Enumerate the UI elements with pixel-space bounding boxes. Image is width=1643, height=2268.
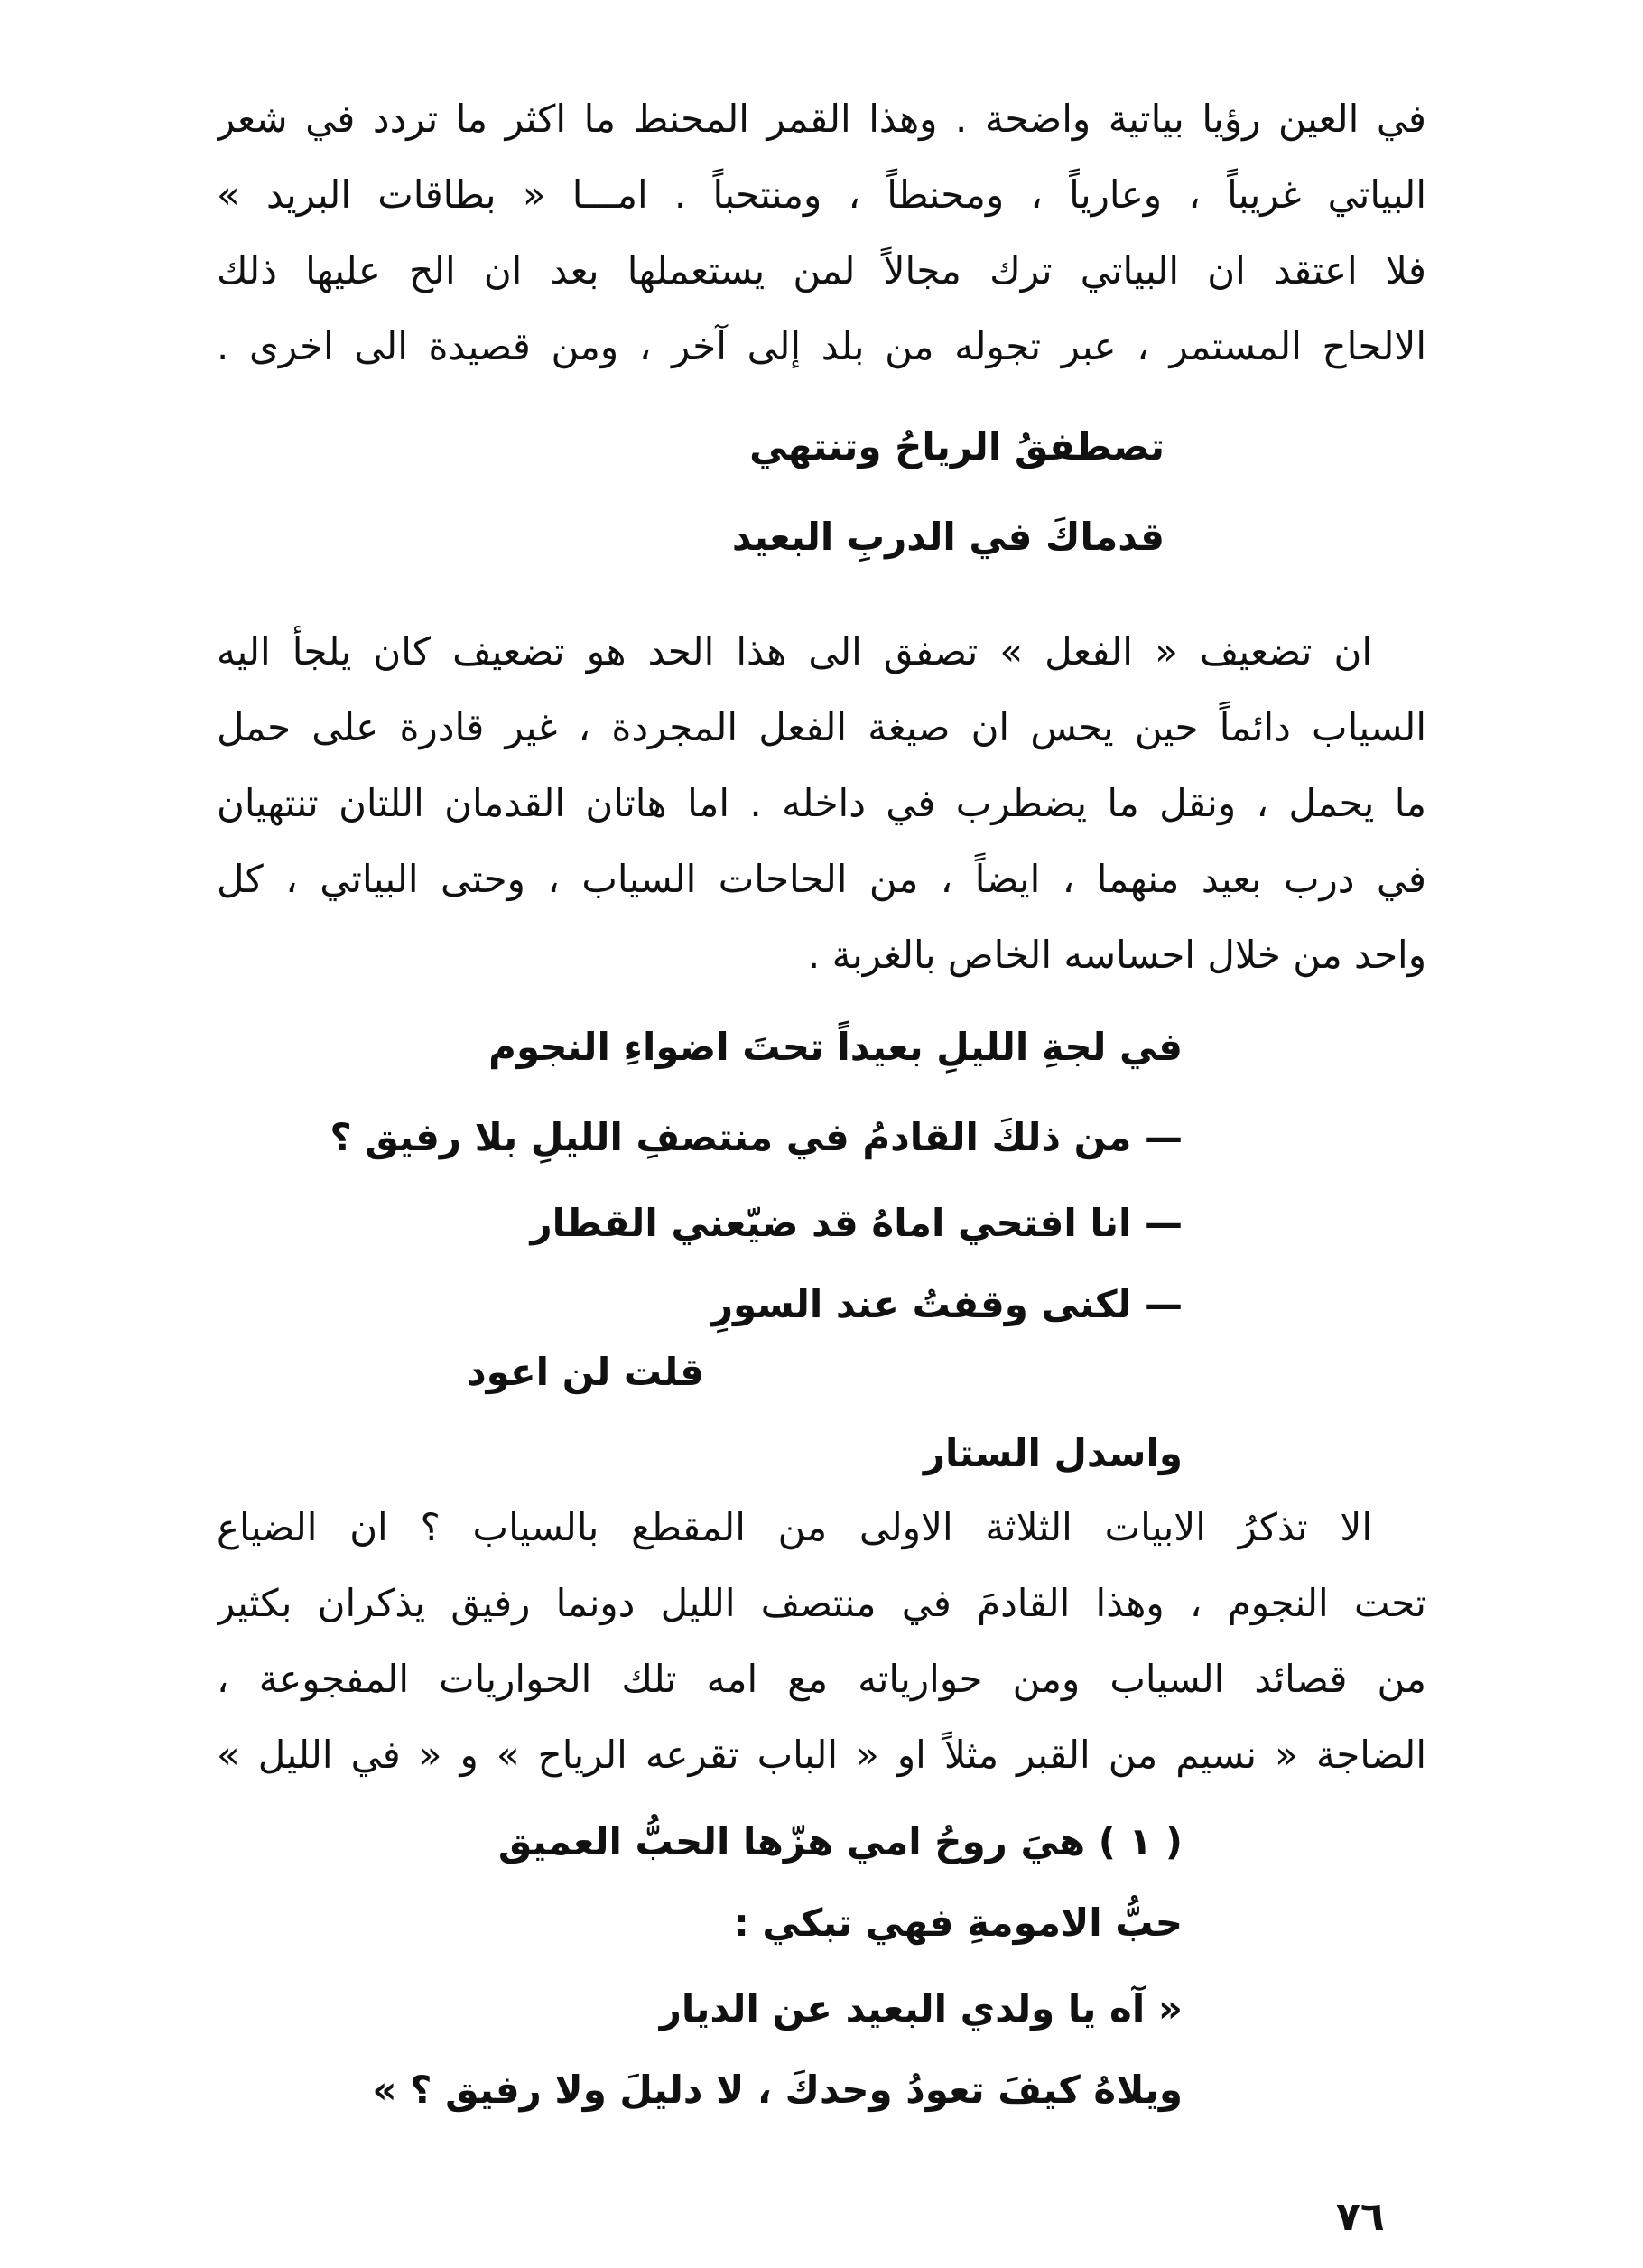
- text-line: من قصائد السياب ومن حوارياته مع امه تلك الحواريات المفجوعة ،: [217, 1657, 1426, 1701]
- verse-line: ويلاهُ كيفَ تعودُ وحدكَ ، لا دليلَ ولا رفيق ؟ »: [372, 2068, 1183, 2112]
- paragraph-2: [217, 614, 1426, 993]
- page-number: ٧٦: [1336, 2194, 1385, 2240]
- verse-line: ( ١ ) هيَ روحُ امي هزّها الحبُّ العميق: [497, 1819, 1183, 1864]
- verse-line: واسدل الستار: [923, 1431, 1183, 1475]
- verse-line: تصطفقُ الرياحُ وتنتهي: [749, 424, 1165, 469]
- text-line: في درب بعيد منهما ، ايضاً ، من الحاحات السياب ، وحتى البياتي ، كل: [217, 857, 1426, 901]
- text-line: تحت النجوم ، وهذا القادمَ في منتصف الليل دونما رفيق يذكران بكثير: [217, 1581, 1426, 1625]
- verse-line: قلت لن اعود: [467, 1350, 704, 1394]
- text-line: الالحاح المستمر ، عبر تجوله من بلد إلى آخر ، ومن قصيدة الى اخرى .: [217, 324, 1426, 368]
- text-line: البياتي غريباً ، وعارياً ، ومحنطاً ، ومنتحباً . امـــا « بطاقات البريد »: [217, 172, 1426, 217]
- text-line: الضاجة « نسيم من القبر مثلاً او « الباب تقرعه الرياح » و « في الليل »: [217, 1733, 1426, 1777]
- text-line: فلا اعتقد ان البياتي ترك مجالاً لمن يستعملها بعد ان الح عليها ذلك: [217, 248, 1426, 293]
- text-line: واحد من خلال احساسه الخاص بالغربة .: [807, 933, 1426, 977]
- paragraph-1: [217, 81, 1426, 385]
- verse-line: — لكنى وقفتُ عند السورِ: [710, 1282, 1183, 1326]
- text-line: ان تضعيف « الفعل » تصفق الى هذا الحد هو تضعيف كان يلجأ اليه: [217, 629, 1372, 674]
- verse-line: — من ذلكَ القادمُ في منتصفِ الليلِ بلا رفيق ؟: [330, 1115, 1183, 1159]
- verse-line: « آه يا ولدي البعيد عن الديار: [659, 1986, 1183, 2031]
- text-line: السياب دائماً حين يحس ان صيغة الفعل المجردة ، غير قادرة على حمل: [217, 705, 1426, 749]
- verse-line: حبُّ الامومةِ فهي تبكي :: [733, 1901, 1183, 1945]
- paragraph-3: [217, 1490, 1426, 1793]
- verse-line: قدماكَ في الدربِ البعيد: [731, 515, 1165, 559]
- text-line: ما يحمل ، ونقل ما يضطرب في داخله . اما هاتان القدمان اللتان تنتهيان: [217, 781, 1426, 825]
- text-line: الا تذكرُ الابيات الثلاثة الاولى من المقطع بالسياب ؟ ان الضياع: [217, 1505, 1372, 1549]
- verse-line: في لجةِ الليلِ بعيداً تحتَ اضواءِ النجوم: [488, 1025, 1183, 1069]
- text-line: في العين رؤيا بياتية واضحة . وهذا القمر المحنط ما اكثر ما تردد في شعر: [217, 97, 1426, 141]
- verse-line: — انا افتحي اماهُ قد ضيّعني القطار: [530, 1201, 1183, 1245]
